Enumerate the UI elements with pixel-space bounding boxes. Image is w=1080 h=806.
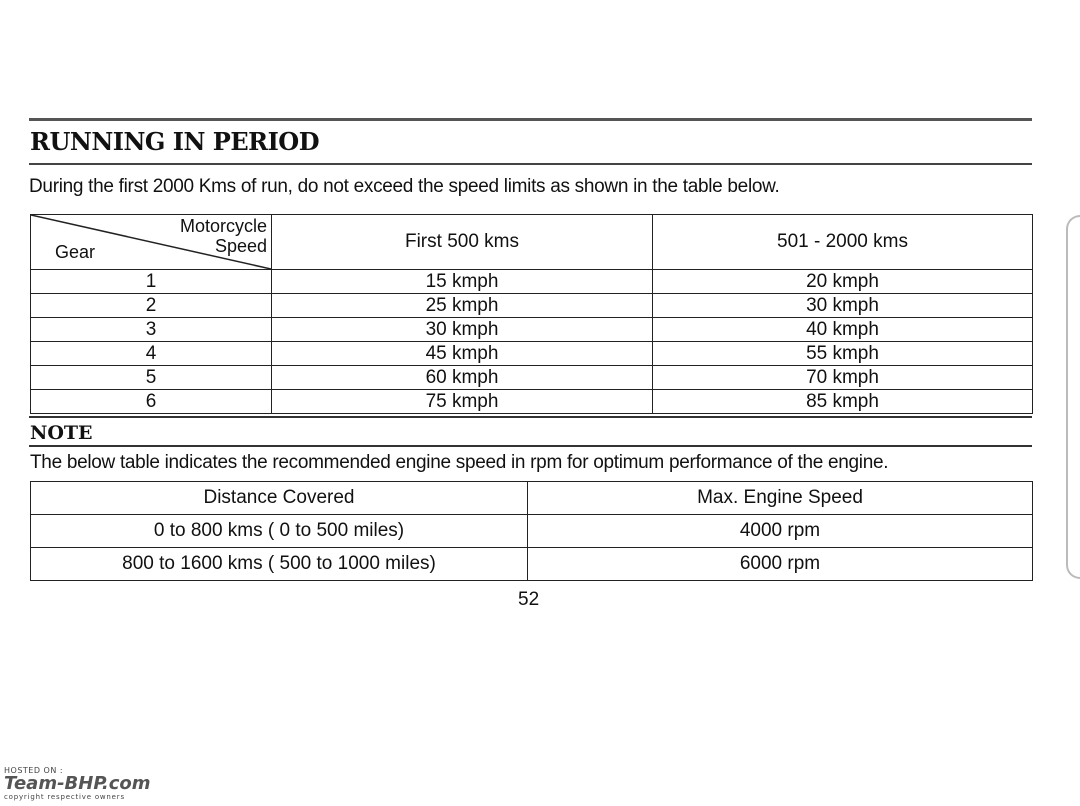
note-top-rule	[29, 416, 1032, 418]
distance-cell: 0 to 800 kms ( 0 to 500 miles)	[31, 515, 528, 548]
page-number: 52	[518, 589, 540, 610]
corner-top-label-line1: Motorcycle	[179, 216, 267, 236]
speed-cell: 45 kmph	[272, 342, 653, 366]
gear-cell: 1	[31, 270, 272, 294]
corner-bottom-label: Gear	[55, 242, 96, 262]
speed-cell: 60 kmph	[272, 366, 653, 390]
diagonal-header-cell	[31, 215, 272, 270]
distance-cell: 800 to 1600 kms ( 500 to 1000 miles)	[31, 548, 528, 581]
watermark-copyright: copyright respective owners	[4, 793, 125, 801]
watermark	[4, 766, 151, 801]
speed-cell: 70 kmph	[653, 366, 1033, 390]
note-text: The below table indicates the recommended engine speed in rpm for optimum performance of the engine.	[30, 452, 889, 473]
table-header-row	[31, 482, 1033, 515]
rpm-cell: 6000 rpm	[528, 548, 1033, 581]
corner-top-label	[180, 216, 267, 256]
title-rule	[29, 163, 1032, 165]
gear-cell: 3	[31, 318, 272, 342]
column-header: Max. Engine Speed	[528, 482, 1033, 515]
intro-text: During the first 2000 Kms of run, do not exceed the speed limits as shown in the table below.	[29, 176, 780, 197]
speed-cell: 55 kmph	[653, 342, 1033, 366]
note-rule	[29, 445, 1032, 447]
column-header: 501 - 2000 kms	[653, 215, 1033, 270]
rpm-cell: 4000 rpm	[528, 515, 1033, 548]
speed-cell: 30 kmph	[272, 318, 653, 342]
table-row	[31, 515, 1033, 548]
speed-cell: 20 kmph	[653, 270, 1033, 294]
watermark-hosted: HOSTED ON :	[4, 766, 64, 775]
engine-speed-table	[30, 481, 1033, 581]
speed-cell: 85 kmph	[653, 390, 1033, 414]
speed-cell: 15 kmph	[272, 270, 653, 294]
gear-cell: 2	[31, 294, 272, 318]
corner-top-label-line2: Speed	[214, 236, 267, 256]
speed-cell: 75 kmph	[272, 390, 653, 414]
gear-cell: 6	[31, 390, 272, 414]
table-header-row	[31, 215, 1033, 270]
column-header: Distance Covered	[31, 482, 528, 515]
table-row	[31, 390, 1033, 414]
side-tab-outline	[1066, 215, 1080, 579]
table-row	[31, 318, 1033, 342]
table-row	[31, 342, 1033, 366]
note-title: NOTE	[30, 422, 93, 444]
speed-cell: 40 kmph	[653, 318, 1033, 342]
speed-limit-table	[30, 214, 1033, 414]
table-row	[31, 366, 1033, 390]
gear-cell: 4	[31, 342, 272, 366]
gear-cell: 5	[31, 366, 272, 390]
table-row	[31, 270, 1033, 294]
table-row	[31, 294, 1033, 318]
section-title: RUNNING IN PERIOD	[30, 127, 320, 156]
speed-cell: 25 kmph	[272, 294, 653, 318]
speed-cell: 30 kmph	[653, 294, 1033, 318]
watermark-brand: Team-BHP.com	[4, 773, 151, 794]
table-row	[31, 548, 1033, 581]
column-header: First 500 kms	[272, 215, 653, 270]
top-rule	[29, 118, 1032, 121]
